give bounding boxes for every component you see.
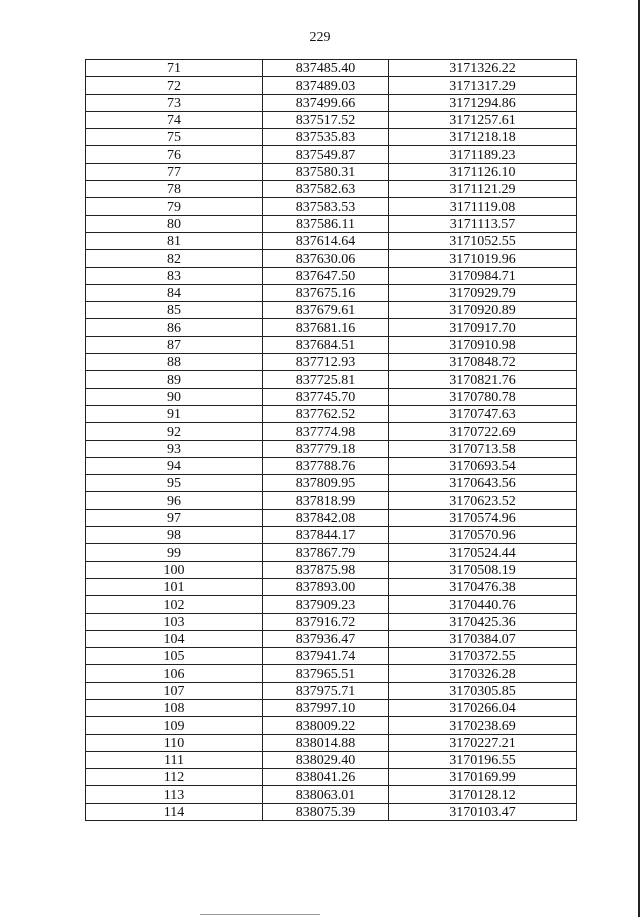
y-coordinate-cell: 3170910.98: [389, 336, 577, 353]
table-row: [86, 336, 577, 353]
point-number-cell: 89: [86, 371, 263, 388]
y-coordinate-cell: 3170103.47: [389, 803, 577, 820]
point-number-cell: 109: [86, 717, 263, 734]
point-number-cell: 75: [86, 129, 263, 146]
y-coordinate-cell: 3170848.72: [389, 354, 577, 371]
y-coordinate-cell: 3170713.58: [389, 440, 577, 457]
table-row: [86, 371, 577, 388]
table-row: [86, 803, 577, 820]
point-number-cell: 78: [86, 181, 263, 198]
table-row: [86, 630, 577, 647]
table-row: [86, 475, 577, 492]
x-coordinate-cell: 837549.87: [263, 146, 389, 163]
point-number-cell: 105: [86, 648, 263, 665]
point-number-cell: 99: [86, 544, 263, 561]
point-number-cell: 86: [86, 319, 263, 336]
x-coordinate-cell: 837965.51: [263, 665, 389, 682]
point-number-cell: 113: [86, 786, 263, 803]
y-coordinate-cell: 3170722.69: [389, 423, 577, 440]
point-number-cell: 76: [86, 146, 263, 163]
point-number-cell: 111: [86, 751, 263, 768]
table-row: [86, 302, 577, 319]
x-coordinate-cell: 838063.01: [263, 786, 389, 803]
y-coordinate-cell: 3170440.76: [389, 596, 577, 613]
point-number-cell: 91: [86, 405, 263, 422]
y-coordinate-cell: 3171294.86: [389, 94, 577, 111]
table-row: [86, 111, 577, 128]
y-coordinate-cell: 3170570.96: [389, 527, 577, 544]
table-row: [86, 665, 577, 682]
x-coordinate-cell: 837586.11: [263, 215, 389, 232]
x-coordinate-cell: 837725.81: [263, 371, 389, 388]
y-coordinate-cell: 3170524.44: [389, 544, 577, 561]
table-row: [86, 527, 577, 544]
x-coordinate-cell: 837684.51: [263, 336, 389, 353]
table-row: [86, 60, 577, 77]
table-row: [86, 146, 577, 163]
x-coordinate-cell: 837535.83: [263, 129, 389, 146]
x-coordinate-cell: 837842.08: [263, 509, 389, 526]
point-number-cell: 85: [86, 302, 263, 319]
y-coordinate-cell: 3171189.23: [389, 146, 577, 163]
x-coordinate-cell: 837681.16: [263, 319, 389, 336]
table-row: [86, 596, 577, 613]
point-number-cell: 102: [86, 596, 263, 613]
point-number-cell: 96: [86, 492, 263, 509]
point-number-cell: 92: [86, 423, 263, 440]
table-row: [86, 267, 577, 284]
y-coordinate-cell: 3171113.57: [389, 215, 577, 232]
point-number-cell: 74: [86, 111, 263, 128]
point-number-cell: 112: [86, 769, 263, 786]
y-coordinate-cell: 3171126.10: [389, 163, 577, 180]
x-coordinate-cell: 837867.79: [263, 544, 389, 561]
x-coordinate-cell: 837893.00: [263, 578, 389, 595]
y-coordinate-cell: 3170372.55: [389, 648, 577, 665]
y-coordinate-cell: 3171019.96: [389, 250, 577, 267]
y-coordinate-cell: 3171317.29: [389, 77, 577, 94]
point-number-cell: 95: [86, 475, 263, 492]
x-coordinate-cell: 837583.53: [263, 198, 389, 215]
y-coordinate-cell: 3171119.08: [389, 198, 577, 215]
x-coordinate-cell: 837788.76: [263, 457, 389, 474]
table-row: [86, 232, 577, 249]
point-number-cell: 100: [86, 561, 263, 578]
bottom-divider: [200, 914, 320, 915]
y-coordinate-cell: 3170508.19: [389, 561, 577, 578]
y-coordinate-cell: 3171257.61: [389, 111, 577, 128]
table-row: [86, 440, 577, 457]
x-coordinate-cell: 837499.66: [263, 94, 389, 111]
coordinates-table-body: [86, 60, 577, 821]
y-coordinate-cell: 3170747.63: [389, 405, 577, 422]
x-coordinate-cell: 837485.40: [263, 60, 389, 77]
x-coordinate-cell: 837809.95: [263, 475, 389, 492]
x-coordinate-cell: 837614.64: [263, 232, 389, 249]
y-coordinate-cell: 3170326.28: [389, 665, 577, 682]
point-number-cell: 88: [86, 354, 263, 371]
y-coordinate-cell: 3171121.29: [389, 181, 577, 198]
y-coordinate-cell: 3170623.52: [389, 492, 577, 509]
y-coordinate-cell: 3170227.21: [389, 734, 577, 751]
point-number-cell: 77: [86, 163, 263, 180]
point-number-cell: 71: [86, 60, 263, 77]
point-number-cell: 79: [86, 198, 263, 215]
table-row: [86, 457, 577, 474]
table-row: [86, 423, 577, 440]
point-number-cell: 81: [86, 232, 263, 249]
x-coordinate-cell: 837844.17: [263, 527, 389, 544]
table-row: [86, 578, 577, 595]
point-number-cell: 80: [86, 215, 263, 232]
point-number-cell: 83: [86, 267, 263, 284]
point-number-cell: 106: [86, 665, 263, 682]
table-row: [86, 77, 577, 94]
x-coordinate-cell: 838014.88: [263, 734, 389, 751]
point-number-cell: 108: [86, 699, 263, 716]
point-number-cell: 82: [86, 250, 263, 267]
table-row: [86, 129, 577, 146]
x-coordinate-cell: 837630.06: [263, 250, 389, 267]
x-coordinate-cell: 837774.98: [263, 423, 389, 440]
y-coordinate-cell: 3170821.76: [389, 371, 577, 388]
y-coordinate-cell: 3170128.12: [389, 786, 577, 803]
point-number-cell: 94: [86, 457, 263, 474]
table-row: [86, 181, 577, 198]
point-number-cell: 87: [86, 336, 263, 353]
point-number-cell: 73: [86, 94, 263, 111]
table-row: [86, 215, 577, 232]
x-coordinate-cell: 837580.31: [263, 163, 389, 180]
x-coordinate-cell: 837916.72: [263, 613, 389, 630]
x-coordinate-cell: 837582.63: [263, 181, 389, 198]
table-row: [86, 250, 577, 267]
table-row: [86, 198, 577, 215]
y-coordinate-cell: 3170920.89: [389, 302, 577, 319]
x-coordinate-cell: 837712.93: [263, 354, 389, 371]
x-coordinate-cell: 837647.50: [263, 267, 389, 284]
x-coordinate-cell: 838009.22: [263, 717, 389, 734]
y-coordinate-cell: 3170476.38: [389, 578, 577, 595]
x-coordinate-cell: 837762.52: [263, 405, 389, 422]
point-number-cell: 101: [86, 578, 263, 595]
y-coordinate-cell: 3170266.04: [389, 699, 577, 716]
table-row: [86, 94, 577, 111]
x-coordinate-cell: 837909.23: [263, 596, 389, 613]
y-coordinate-cell: 3170693.54: [389, 457, 577, 474]
x-coordinate-cell: 837779.18: [263, 440, 389, 457]
x-coordinate-cell: 837936.47: [263, 630, 389, 647]
table-row: [86, 544, 577, 561]
y-coordinate-cell: 3171052.55: [389, 232, 577, 249]
x-coordinate-cell: 837745.70: [263, 388, 389, 405]
y-coordinate-cell: 3170643.56: [389, 475, 577, 492]
x-coordinate-cell: 837941.74: [263, 648, 389, 665]
coordinates-table: [85, 59, 577, 821]
y-coordinate-cell: 3170425.36: [389, 613, 577, 630]
x-coordinate-cell: 837489.03: [263, 77, 389, 94]
table-row: [86, 163, 577, 180]
y-coordinate-cell: 3170196.55: [389, 751, 577, 768]
y-coordinate-cell: 3170917.70: [389, 319, 577, 336]
y-coordinate-cell: 3170169.99: [389, 769, 577, 786]
page-number: 229: [309, 30, 331, 45]
point-number-cell: 110: [86, 734, 263, 751]
point-number-cell: 98: [86, 527, 263, 544]
x-coordinate-cell: 838041.26: [263, 769, 389, 786]
point-number-cell: 90: [86, 388, 263, 405]
x-coordinate-cell: 837818.99: [263, 492, 389, 509]
y-coordinate-cell: 3170305.85: [389, 682, 577, 699]
table-row: [86, 734, 577, 751]
y-coordinate-cell: 3170780.78: [389, 388, 577, 405]
y-coordinate-cell: 3170238.69: [389, 717, 577, 734]
table-row: [86, 319, 577, 336]
table-row: [86, 354, 577, 371]
table-row: [86, 769, 577, 786]
point-number-cell: 107: [86, 682, 263, 699]
table-row: [86, 492, 577, 509]
table-row: [86, 699, 577, 716]
y-coordinate-cell: 3171218.18: [389, 129, 577, 146]
point-number-cell: 97: [86, 509, 263, 526]
table-row: [86, 786, 577, 803]
y-coordinate-cell: 3170984.71: [389, 267, 577, 284]
point-number-cell: 93: [86, 440, 263, 457]
table-row: [86, 613, 577, 630]
y-coordinate-cell: 3170929.79: [389, 284, 577, 301]
table-row: [86, 405, 577, 422]
table-row: [86, 648, 577, 665]
table-row: [86, 561, 577, 578]
x-coordinate-cell: 837679.61: [263, 302, 389, 319]
point-number-cell: 103: [86, 613, 263, 630]
y-coordinate-cell: 3170574.96: [389, 509, 577, 526]
x-coordinate-cell: 837517.52: [263, 111, 389, 128]
table-row: [86, 284, 577, 301]
point-number-cell: 104: [86, 630, 263, 647]
y-coordinate-cell: 3170384.07: [389, 630, 577, 647]
x-coordinate-cell: 837675.16: [263, 284, 389, 301]
x-coordinate-cell: 837997.10: [263, 699, 389, 716]
table-row: [86, 509, 577, 526]
x-coordinate-cell: 838075.39: [263, 803, 389, 820]
x-coordinate-cell: 837875.98: [263, 561, 389, 578]
x-coordinate-cell: 837975.71: [263, 682, 389, 699]
table-row: [86, 751, 577, 768]
table-row: [86, 682, 577, 699]
y-coordinate-cell: 3171326.22: [389, 60, 577, 77]
table-row: [86, 717, 577, 734]
point-number-cell: 84: [86, 284, 263, 301]
table-row: [86, 388, 577, 405]
point-number-cell: 114: [86, 803, 263, 820]
x-coordinate-cell: 838029.40: [263, 751, 389, 768]
point-number-cell: 72: [86, 77, 263, 94]
